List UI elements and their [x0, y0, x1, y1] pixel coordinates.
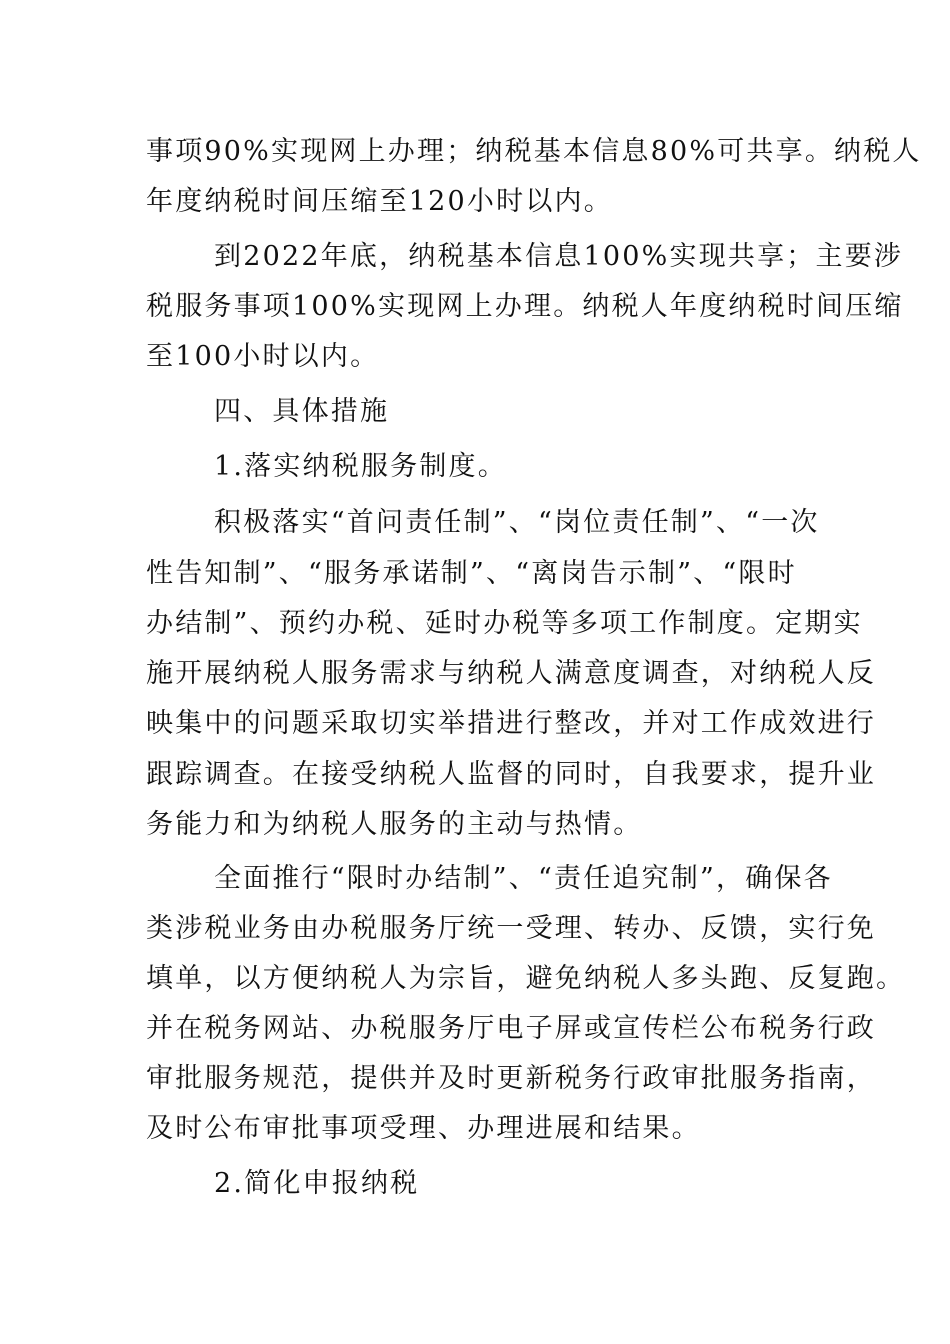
paragraph-line: 事项90%实现网上办理；纳税基本信息80%可共享。纳税人	[146, 136, 922, 167]
paragraph-line: 性告知制”、“服务承诺制”、“离岗告示制”、“限时	[146, 558, 797, 589]
paragraph-line: 类涉税业务由办税服务厅统一受理、转办、反馈，实行免	[146, 913, 876, 944]
paragraph-line: 施开展纳税人服务需求与纳税人满意度调查，对纳税人反	[146, 658, 876, 689]
subsection-heading: 2.简化申报纳税	[214, 1168, 420, 1199]
paragraph-line: 跟踪调查。在接受纳税人监督的同时，自我要求，提升业	[146, 759, 876, 790]
paragraph-line: 积极落实“首问责任制”、“岗位责任制”、“一次	[214, 507, 820, 538]
paragraph-line: 务能力和为纳税人服务的主动与热情。	[146, 809, 643, 840]
paragraph-line: 填单，以方便纳税人为宗旨，避免纳税人多头跑、反复跑。	[146, 963, 906, 994]
paragraph-line: 至100小时以内。	[146, 341, 380, 372]
paragraph-line: 映集中的问题采取切实举措进行整改，并对工作成效进行	[146, 708, 876, 739]
paragraph-line: 全面推行“限时办结制”、“责任追究制”，确保各	[214, 863, 833, 894]
paragraph-line: 并在税务网站、办税服务厅电子屏或宣传栏公布税务行政	[146, 1013, 876, 1044]
subsection-heading: 1.落实纳税服务制度。	[214, 451, 507, 482]
paragraph-line: 审批服务规范，提供并及时更新税务行政审批服务指南，	[146, 1063, 876, 1094]
paragraph-line: 年度纳税时间压缩至120小时以内。	[146, 186, 613, 217]
section-heading: 四、具体措施	[214, 396, 390, 427]
paragraph-line: 及时公布审批事项受理、办理进展和结果。	[146, 1113, 701, 1144]
paragraph-line: 办结制”、预约办税、延时办税等多项工作制度。定期实	[146, 608, 863, 639]
paragraph-line: 税服务事项100%实现网上办理。纳税人年度纳税时间压缩	[146, 291, 904, 322]
paragraph-line: 到2022年底，纳税基本信息100%实现共享；主要涉	[214, 241, 904, 272]
